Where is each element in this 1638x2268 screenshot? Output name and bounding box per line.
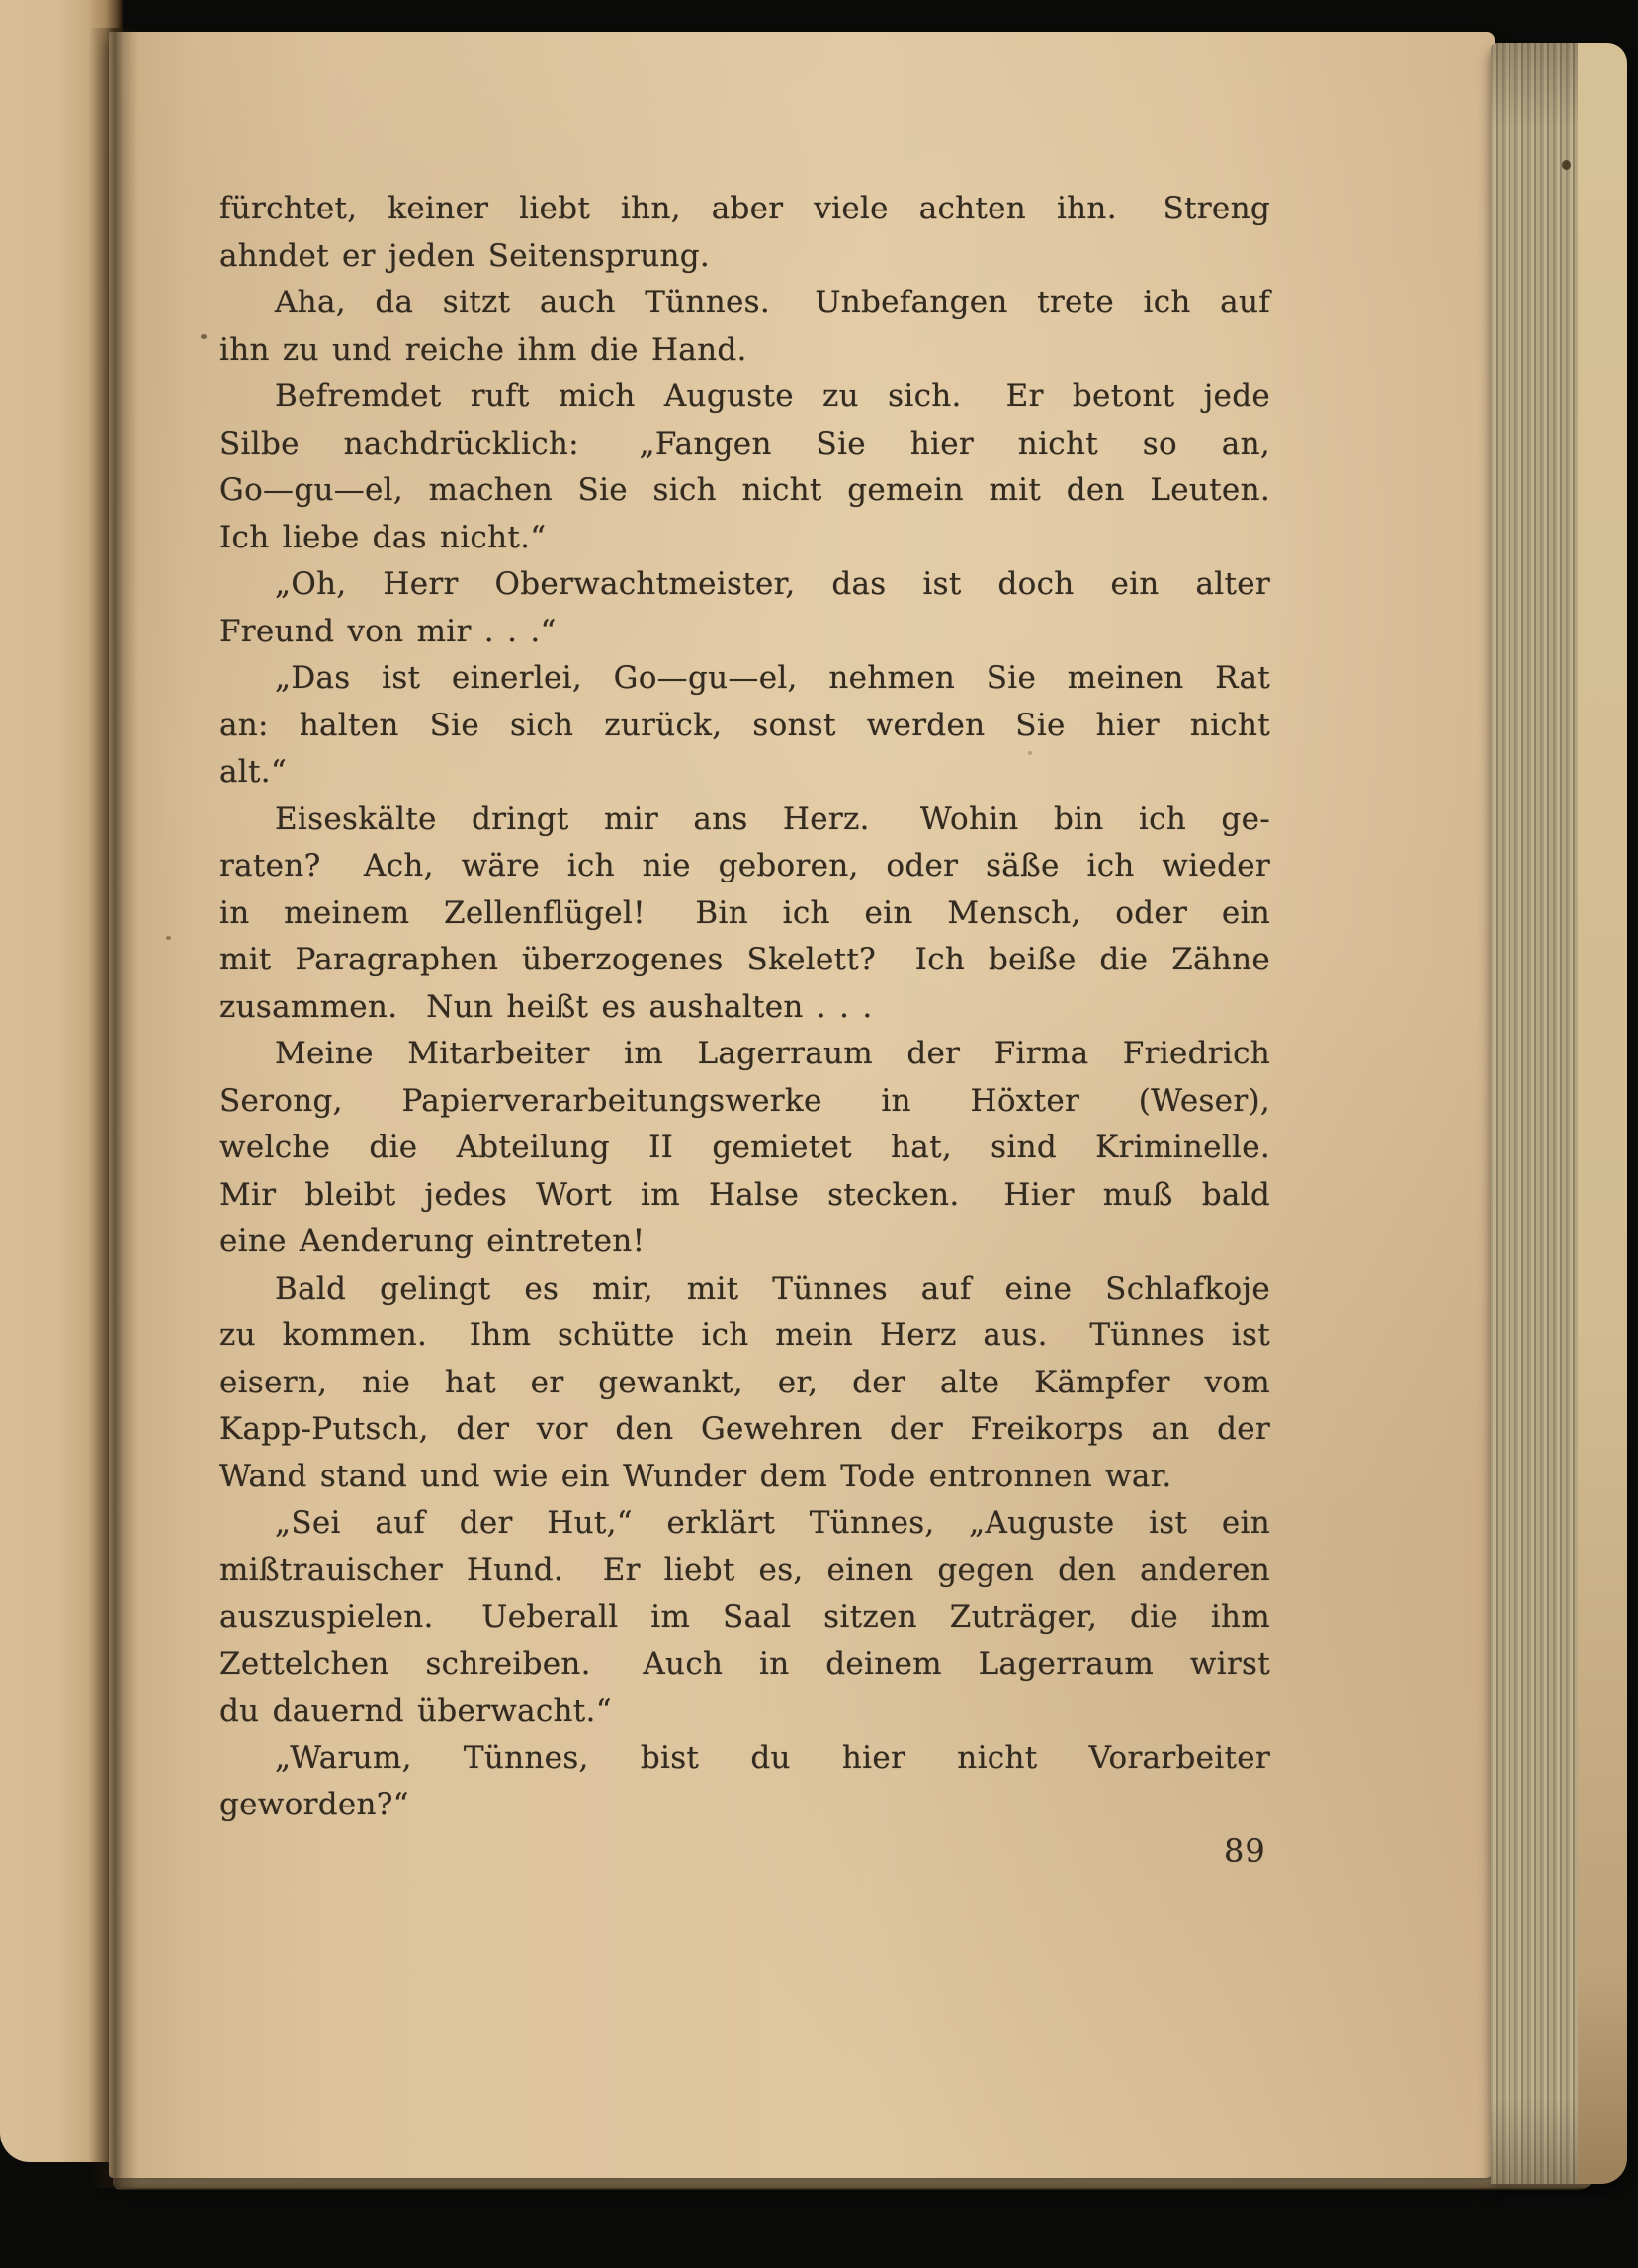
text-line: Wand stand und wie ein Wunder dem Tode entronnen war.	[219, 1458, 1172, 1494]
fore-edge-cut-strip	[1578, 43, 1627, 2184]
text-line: eisern, nie hat er gewankt, er, der alte Kämpfer vom	[219, 1364, 1270, 1400]
text-line: zusammen. Nun heißt es aushalten . . .	[219, 988, 873, 1025]
fore-edge-stack	[1491, 43, 1627, 2184]
text-line: Meine Mitarbeiter im Lagerraum der Firma Friedrich	[275, 1036, 1270, 1071]
text-line: „Warum, Tünnes, bist du hier nicht Vorarbeiter	[275, 1739, 1270, 1776]
text-line: Ich liebe das nicht.“	[219, 519, 547, 555]
text-line: Serong, Papierverarbeitungswerke in Höxter (Weser),	[219, 1082, 1270, 1119]
text-line: geworden?“	[219, 1787, 409, 1822]
text-line: alt.“	[219, 754, 288, 790]
text-line: du dauernd überwacht.“	[219, 1693, 612, 1728]
text-line: ahndet er jeden Seitensprung.	[219, 237, 711, 274]
text-line: mißtrauischer Hund. Er liebt es, einen gegen den anderen	[219, 1552, 1270, 1588]
text-line: Eiseskälte dringt mir ans Herz. Wohin bin ich ge-	[275, 800, 1270, 837]
text-line: mit Paragraphen überzogenes Skelett? Ich beiße die Zähne	[219, 942, 1270, 977]
text-line: Freund von mir . . .“	[219, 613, 557, 649]
text-line: „Sei auf der Hut,“ erklärt Tünnes, „Auguste ist ein	[275, 1505, 1270, 1541]
text-line: in meinem Zellenflügel! Bin ich ein Mensch, oder ein	[219, 894, 1270, 931]
text-line: Aha, da sitzt auch Tünnes. Unbefangen trete ich auf	[275, 285, 1270, 320]
fore-edge-striations	[1491, 43, 1578, 2184]
text-line: eine Aenderung eintreten!	[219, 1223, 646, 1259]
text-line: „Das ist einerlei, Go—gu—el, nehmen Sie meinen Rat	[275, 660, 1270, 696]
text-line: Zettelchen schreiben. Auch in deinem Lagerraum wirst	[219, 1645, 1270, 1682]
text-line: zu kommen. Ihm schütte ich mein Herz aus. Tünnes ist	[219, 1317, 1270, 1353]
text-line: auszuspielen. Ueberall im Saal sitzen Zuträger, die ihm	[219, 1599, 1270, 1635]
facing-page	[0, 0, 123, 2162]
text-line: Go—gu—el, machen Sie sich nicht gemein mit den Leuten.	[219, 472, 1270, 508]
text-line: fürchtet, keiner liebt ihn, aber viele achten ihn. Streng	[219, 191, 1270, 226]
text-line: ihn zu und reiche ihm die Hand.	[219, 331, 747, 368]
text-line: Silbe nachdrücklich: „Fangen Sie hier nicht so an,	[219, 425, 1270, 462]
text-line: Kapp-Putsch, der vor den Gewehren der Freikorps an der	[219, 1411, 1270, 1447]
text-line: „Oh, Herr Oberwachtmeister, das ist doch ein alter	[275, 566, 1270, 602]
text-line: Mir bleibt jedes Wort im Halse stecken. Hier muß bald	[219, 1176, 1270, 1213]
text-line: Befremdet ruft mich Auguste zu sich. Er betont jede	[275, 378, 1270, 414]
page-text	[219, 186, 1270, 1829]
text-line: welche die Abteilung II gemietet hat, sind Kriminelle.	[219, 1130, 1270, 1165]
page-number: 89	[1224, 1832, 1266, 1870]
text-line: Bald gelingt es mir, mit Tünnes auf eine Schlafkoje	[275, 1270, 1270, 1306]
text-line: an: halten Sie sich zurück, sonst werden Sie hier nicht	[219, 707, 1270, 743]
text-line: raten? Ach, wäre ich nie geboren, oder säße ich wieder	[219, 848, 1270, 883]
